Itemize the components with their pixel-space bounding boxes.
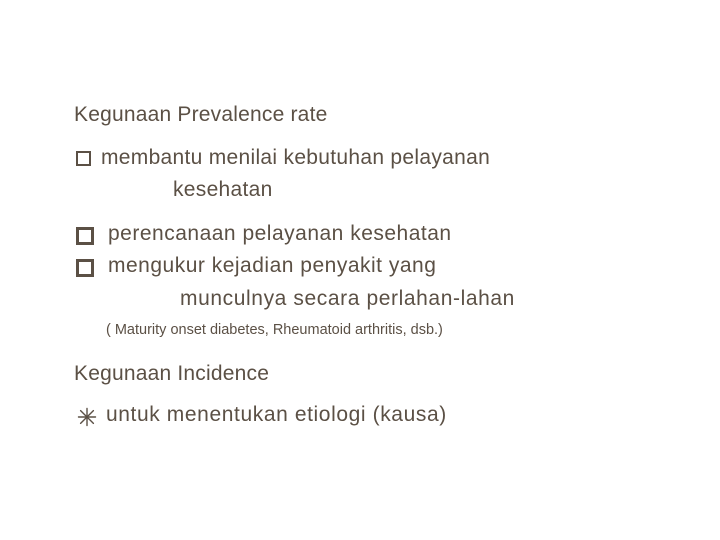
incidence-heading: Kegunaan Incidence bbox=[74, 362, 270, 385]
square-bullet-icon bbox=[76, 227, 94, 245]
prevalence-item-3-line1: mengukur kejadian penyakit yang bbox=[108, 254, 437, 277]
asterisk-bullet-icon bbox=[77, 407, 97, 427]
square-bullet-icon bbox=[76, 259, 94, 277]
square-bullet-icon bbox=[76, 151, 91, 166]
prevalence-note: ( Maturity onset diabetes, Rheumatoid arthritis, dsb.) bbox=[106, 322, 443, 338]
prevalence-heading: Kegunaan Prevalence rate bbox=[74, 103, 328, 126]
prevalence-item-1-line2: kesehatan bbox=[173, 178, 273, 201]
incidence-item-1: untuk menentukan etiologi (kausa) bbox=[106, 403, 447, 426]
prevalence-item-3-line2: munculnya secara perlahan-lahan bbox=[180, 287, 515, 310]
prevalence-item-1-line1: membantu menilai kebutuhan pelayanan bbox=[101, 146, 491, 169]
prevalence-item-2-line1: perencanaan pelayanan kesehatan bbox=[108, 222, 452, 245]
